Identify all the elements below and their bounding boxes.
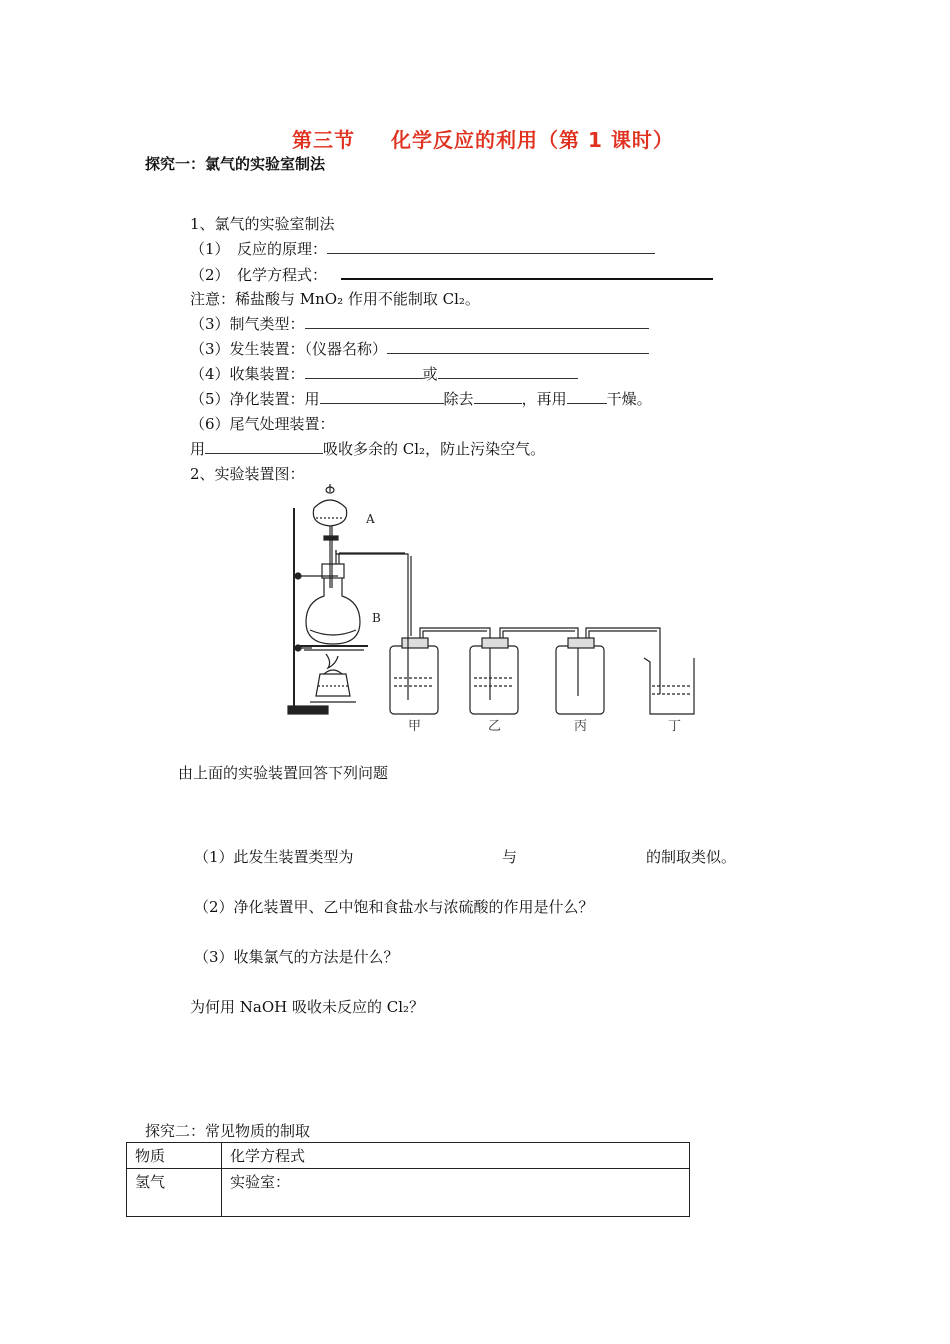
purify-dry: 干燥。 bbox=[606, 390, 652, 408]
gas-type-blank[interactable] bbox=[305, 328, 649, 329]
purify-row bbox=[190, 388, 652, 409]
collect-or: 或 bbox=[422, 365, 438, 383]
tail-blank[interactable] bbox=[205, 453, 323, 454]
tail-row bbox=[190, 438, 545, 459]
q1-part-b: 与 bbox=[502, 848, 518, 866]
q2-text: （2）净化装置甲、乙中饱和食盐水与浓硫酸的作用是什么？ bbox=[194, 898, 594, 916]
note-text: 注意：稀盐酸与 MnO₂ 作用不能制取 Cl₂。 bbox=[190, 290, 480, 308]
item2-text: 2、实验装置图： bbox=[190, 465, 305, 483]
title-section: 第三节 bbox=[292, 128, 355, 152]
purify-label: （5）净化装置：用 bbox=[190, 390, 320, 408]
principle-label: （1） 反应的原理： bbox=[190, 240, 328, 258]
table-header-row bbox=[127, 1143, 690, 1169]
preparation-table bbox=[126, 1142, 690, 1217]
equation-label: （2） 化学方程式： bbox=[190, 266, 328, 284]
purify-again: ，再用 bbox=[521, 390, 567, 408]
gas-type-row bbox=[190, 313, 649, 334]
purify-remove: 除去 bbox=[443, 390, 474, 408]
table-header-cell: 物质 bbox=[127, 1143, 222, 1169]
collect-blank-2[interactable] bbox=[438, 378, 578, 379]
gas-type-label: （3）制气类型： bbox=[190, 315, 305, 333]
q3-text: （3）收集氯气的方法是什么？ bbox=[194, 948, 399, 966]
purify-blank-3[interactable] bbox=[567, 403, 607, 404]
section2-heading: 探究二：常见物质的制取 bbox=[145, 1122, 311, 1140]
table-header-cell: 化学方程式 bbox=[222, 1143, 690, 1169]
page-title bbox=[292, 124, 674, 153]
collect-blank-1[interactable] bbox=[305, 378, 423, 379]
q1-part-c: 的制取类似。 bbox=[646, 848, 737, 866]
label-bing: 丙 bbox=[574, 719, 588, 734]
tail-label: （6）尾气处理装置： bbox=[190, 415, 335, 433]
intro-text: 由上面的实验装置回答下列问题 bbox=[178, 764, 389, 782]
tail-use: 用 bbox=[190, 440, 206, 458]
item1-text: 1、氯气的实验室制法 bbox=[190, 215, 335, 233]
table-cell[interactable]: 实验室： bbox=[222, 1169, 690, 1217]
label-yi: 乙 bbox=[488, 719, 502, 734]
title-topic: 化学反应的利用（第 1 课时） bbox=[391, 128, 674, 152]
label-jia: 甲 bbox=[408, 719, 422, 734]
q1-part-a: （1）此发生装置类型为 bbox=[194, 848, 354, 866]
q4-text: 为何用 NaOH 吸收未反应的 Cl₂？ bbox=[190, 998, 425, 1016]
purify-blank-1[interactable] bbox=[320, 403, 444, 404]
principle-blank[interactable] bbox=[327, 253, 655, 254]
table-row bbox=[127, 1169, 690, 1217]
generator-row bbox=[190, 338, 649, 359]
generator-label: （3）发生装置：（仪器名称） bbox=[190, 340, 388, 358]
collect-label: （4）收集装置： bbox=[190, 365, 305, 383]
collect-row bbox=[190, 363, 578, 384]
section1-heading: 探究一：氯气的实验室制法 bbox=[145, 155, 326, 173]
equation-blank[interactable] bbox=[341, 278, 713, 280]
equation-row bbox=[190, 264, 713, 285]
apparatus-diagram bbox=[280, 478, 700, 740]
label-ding: 丁 bbox=[668, 719, 682, 734]
tail-text: 吸收多余的 Cl₂，防止污染空气。 bbox=[323, 440, 546, 458]
generator-blank[interactable] bbox=[387, 353, 649, 354]
principle-row bbox=[190, 238, 655, 259]
purify-blank-2[interactable] bbox=[474, 403, 522, 404]
table-cell: 氢气 bbox=[127, 1169, 222, 1217]
label-b: B bbox=[372, 611, 381, 625]
label-a: A bbox=[366, 512, 375, 526]
